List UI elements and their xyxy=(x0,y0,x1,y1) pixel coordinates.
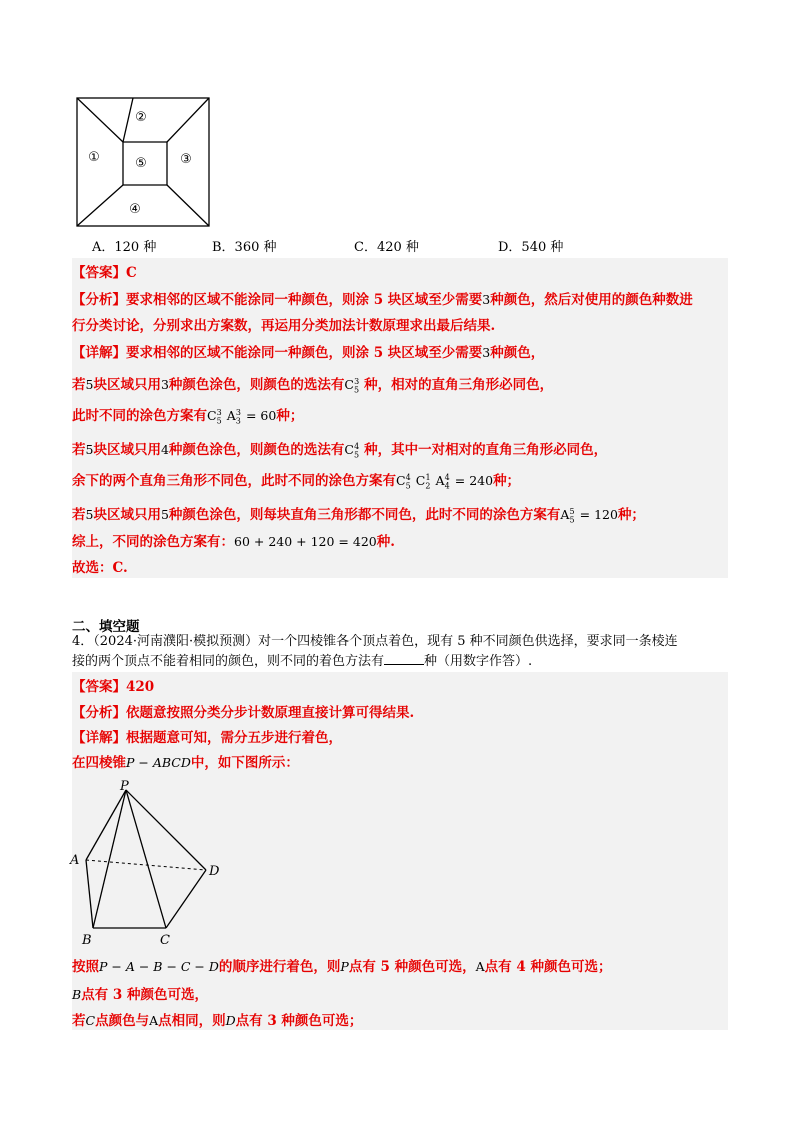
pyramid-line: 在四棱锥P − ABCD中，如下图所示： xyxy=(72,755,299,771)
region-3-label: ③ xyxy=(180,152,192,167)
vertex-p-label: P xyxy=(120,779,129,794)
analysis-line-1: 【分析】要求相邻的区域不能涂同一种颜色，则涂 5 块区域至少需要3种颜色，然后对使用的颜色种数进 xyxy=(72,292,693,308)
region-4-label: ④ xyxy=(129,202,141,217)
case-4-result: 余下的两个直角三角形不同色，此时不同的涂色方案有$C_5^4$ $C_2^1$ $A_4^4 = 240$种； xyxy=(72,473,521,491)
question-4-line-1: 4．（2024·河南濮阳·模拟预测）对一个四棱锥各个顶点着色，现有 5 种不同颜色供选择，要求同一条棱连 xyxy=(72,634,678,649)
vertex-b-label: B xyxy=(82,933,92,948)
vertex-c-label: C xyxy=(160,933,170,948)
answer-line-2: 【答案】420 xyxy=(72,679,155,695)
region-diagram xyxy=(76,97,210,227)
c-options-line: 若C点颜色与A点相同，则D点有 3 种颜色可选； xyxy=(72,1013,363,1029)
question-4-line-2: 接的两个顶点不能着相同的颜色，则不同的着色方法有 种（用数字作答）. xyxy=(72,654,533,669)
detail-line-q4: 【详解】根据题意可知，需分五步进行着色， xyxy=(72,730,342,746)
section-heading: 二、填空题 xyxy=(72,619,140,635)
case-3-colors: 若5块区域只用3种颜色涂色，则颜色的选法有$C_5^3$ 种，相对的直角三角形必同色， xyxy=(72,377,554,395)
answer-line: 【答案】C xyxy=(72,265,137,281)
case-4-colors: 若5块区域只用4种颜色涂色，则颜色的选法有$C_5^4$ 种，其中一对相对的直角三角形必同色， xyxy=(72,442,608,460)
case-5-colors: 若5块区域只用5种颜色涂色，则每块直角三角形都不同色，此时不同的涂色方案有$A_5^5 = 120$种； xyxy=(72,507,645,525)
order-line: 按照P − A − B − C − D的顺序进行着色，则P点有 5 种颜色可选，A点有 4 种颜色可选； xyxy=(72,959,612,975)
region-2-label: ② xyxy=(135,110,147,125)
answer-choices xyxy=(92,236,732,258)
vertex-a-label: A xyxy=(70,853,80,868)
choice-d: D．540 种 xyxy=(498,240,564,255)
summary-line: 综上，不同的涂色方案有：60 + 240 + 120 = 420种. xyxy=(72,534,395,550)
b-options-line: B点有 3 种颜色可选， xyxy=(72,987,208,1003)
analysis-line-q4: 【分析】依题意按照分类分步计数原理直接计算可得结果. xyxy=(72,705,415,721)
analysis-line-2: 行分类讨论，分别求出方案数，再运用分类加法计数原理求出最后结果. xyxy=(72,318,496,334)
answer-blank xyxy=(384,652,424,665)
vertex-d-label: D xyxy=(209,864,220,879)
choice-a: A．120 种 xyxy=(92,240,157,255)
region-5-label: ⑤ xyxy=(135,156,147,171)
choice-b: B．360 种 xyxy=(212,240,277,255)
choose-line: 故选：C. xyxy=(72,560,128,576)
detail-line-1: 【详解】要求相邻的区域不能涂同一种颜色，则涂 5 块区域至少需要3种颜色， xyxy=(72,345,545,361)
pyramid-diagram xyxy=(68,778,228,948)
region-1-label: ① xyxy=(88,150,100,165)
case-3-result: 此时不同的涂色方案有$C_5^3$ $A_3^3 = 60$种； xyxy=(72,408,304,426)
choice-c: C．420 种 xyxy=(354,240,419,255)
